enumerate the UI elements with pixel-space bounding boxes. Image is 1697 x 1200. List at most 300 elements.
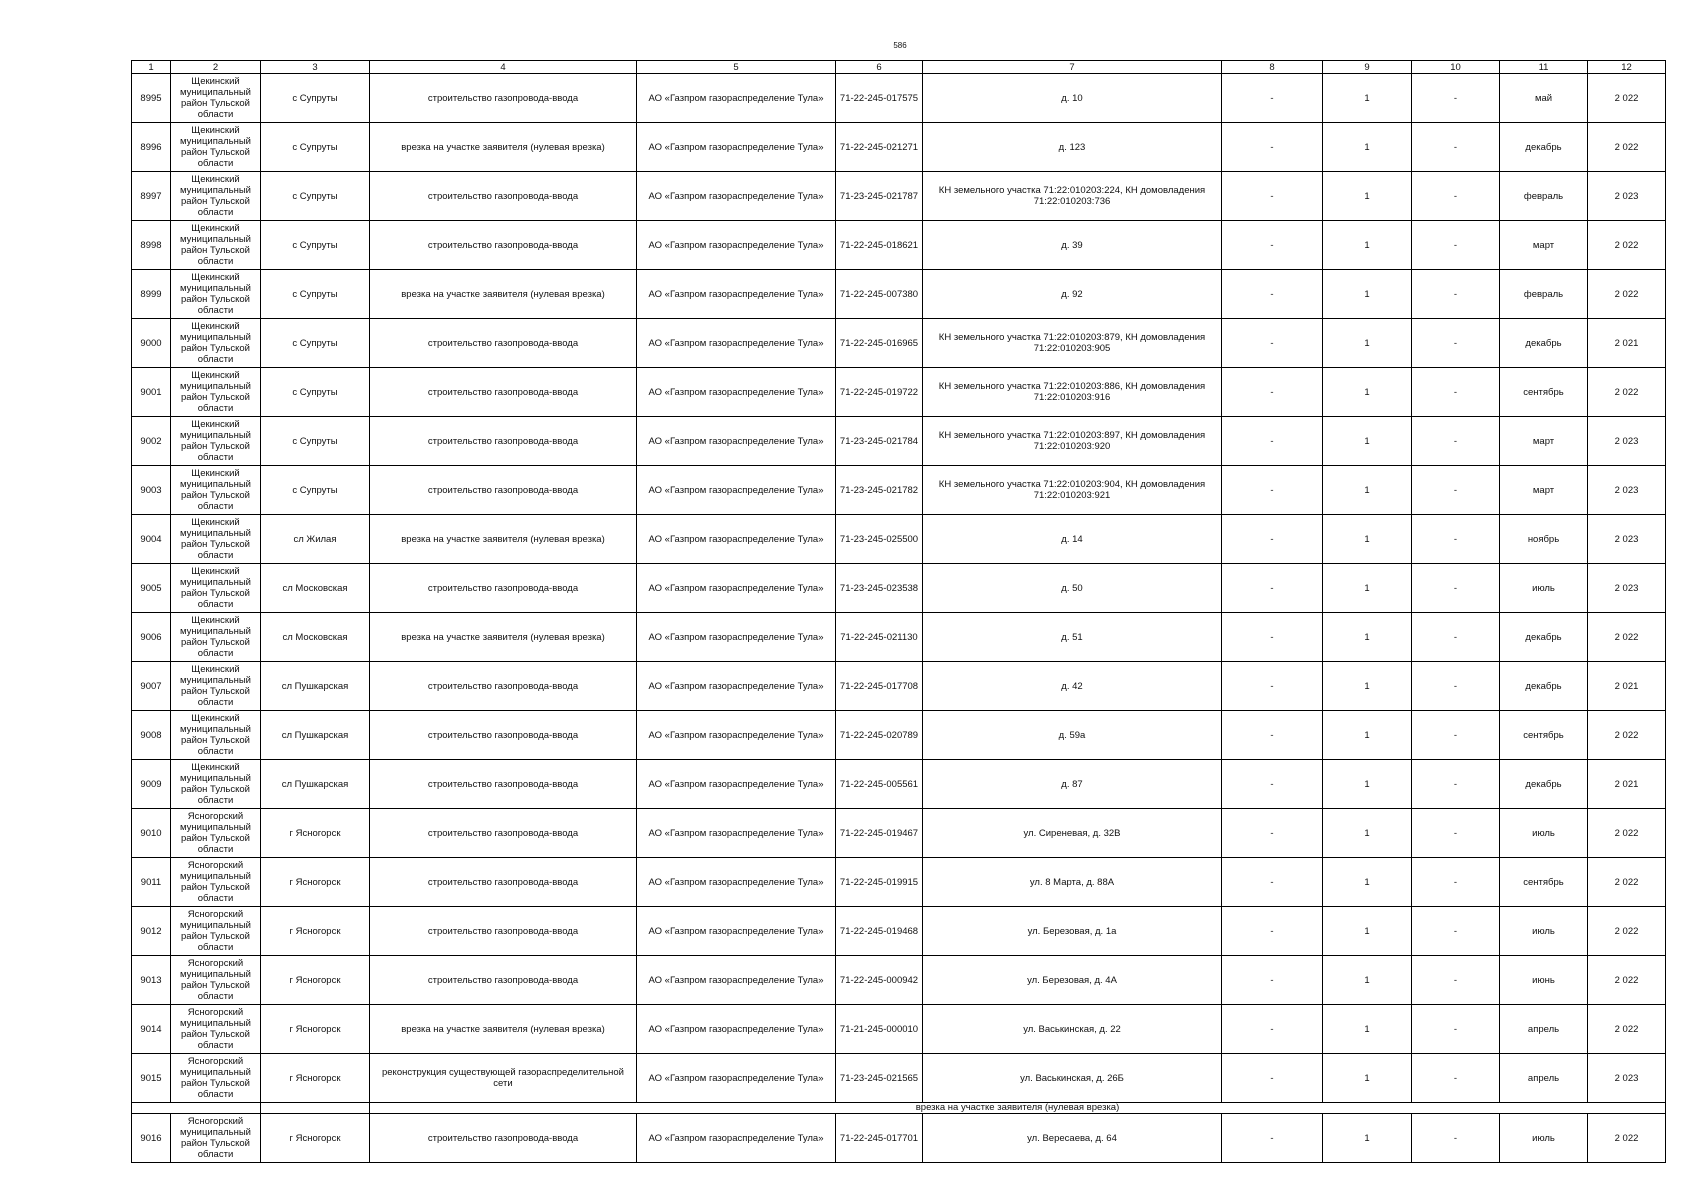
month-cell: март — [1500, 417, 1588, 466]
organization-cell: АО «Газпром газораспределение Тула» — [637, 515, 836, 564]
year-cell: 2 022 — [1588, 1114, 1666, 1163]
month-cell: май — [1500, 74, 1588, 123]
row-number: 9010 — [132, 809, 171, 858]
column-9-cell: 1 — [1323, 858, 1412, 907]
row-number: 8996 — [132, 123, 171, 172]
row-number: 9011 — [132, 858, 171, 907]
settlement-cell: г Ясногорск — [261, 809, 370, 858]
column-10-cell: - — [1412, 564, 1500, 613]
year-cell: 2 022 — [1588, 858, 1666, 907]
work-type-cell: строительство газопровода-ввода — [370, 662, 637, 711]
month-cell: июль — [1500, 907, 1588, 956]
column-number: 8 — [1222, 61, 1323, 74]
column-number: 5 — [637, 61, 836, 74]
column-10-cell: - — [1412, 613, 1500, 662]
column-10-cell: - — [1412, 368, 1500, 417]
address-cell: д. 59а — [923, 711, 1222, 760]
settlement-cell: сл Московская — [261, 564, 370, 613]
column-10-cell: - — [1412, 956, 1500, 1005]
district-cell: Щекинский муниципальный район Тульской области — [171, 613, 261, 662]
address-cell: ул. Вересаева, д. 64 — [923, 1114, 1222, 1163]
address-cell: д. 92 — [923, 270, 1222, 319]
district-cell: Ясногорский муниципальный район Тульской области — [171, 907, 261, 956]
column-10-cell: - — [1412, 172, 1500, 221]
column-9-cell: 1 — [1323, 760, 1412, 809]
column-10-cell: - — [1412, 417, 1500, 466]
column-8-cell: - — [1222, 613, 1323, 662]
table-row — [132, 564, 1666, 613]
table-row — [132, 809, 1666, 858]
district-cell: Щекинский муниципальный район Тульской области — [171, 221, 261, 270]
column-10-cell: - — [1412, 858, 1500, 907]
application-code-cell: 71-22-245-019467 — [836, 809, 923, 858]
year-cell: 2 022 — [1588, 907, 1666, 956]
district-cell: Ясногорский муниципальный район Тульской области — [171, 956, 261, 1005]
settlement-cell: с Супруты — [261, 270, 370, 319]
column-8-cell: - — [1222, 417, 1323, 466]
month-cell: декабрь — [1500, 123, 1588, 172]
district-cell: Щекинский муниципальный район Тульской области — [171, 760, 261, 809]
application-code-cell: 71-23-245-023538 — [836, 564, 923, 613]
column-8-cell: - — [1222, 564, 1323, 613]
address-cell: д. 10 — [923, 74, 1222, 123]
organization-cell: АО «Газпром газораспределение Тула» — [637, 809, 836, 858]
district-cell: Ясногорский муниципальный район Тульской области — [171, 1054, 261, 1103]
page-number: 586 — [893, 41, 907, 50]
settlement-cell: с Супруты — [261, 319, 370, 368]
row-number: 9004 — [132, 515, 171, 564]
row-number: 9008 — [132, 711, 171, 760]
column-10-cell: - — [1412, 319, 1500, 368]
district-cell: Щекинский муниципальный район Тульской области — [171, 711, 261, 760]
work-type-cell: строительство газопровода-ввода — [370, 74, 637, 123]
settlement-cell: с Супруты — [261, 123, 370, 172]
address-cell: ул. Березовая, д. 1а — [923, 907, 1222, 956]
column-9-cell: 1 — [1323, 1114, 1412, 1163]
row-number: 8999 — [132, 270, 171, 319]
month-cell: июль — [1500, 809, 1588, 858]
month-cell: сентябрь — [1500, 711, 1588, 760]
column-10-cell: - — [1412, 907, 1500, 956]
month-cell: март — [1500, 221, 1588, 270]
settlement-cell: с Супруты — [261, 417, 370, 466]
district-cell: Щекинский муниципальный район Тульской области — [171, 417, 261, 466]
column-9-cell: 1 — [1323, 907, 1412, 956]
work-type-cell: врезка на участке заявителя (нулевая врезка) — [370, 123, 637, 172]
district-cell: Щекинский муниципальный район Тульской области — [171, 466, 261, 515]
work-type-cell: строительство газопровода-ввода — [370, 368, 637, 417]
month-cell: апрель — [1500, 1054, 1588, 1103]
month-cell: декабрь — [1500, 613, 1588, 662]
application-code-cell: 71-22-245-018621 — [836, 221, 923, 270]
column-8-cell: - — [1222, 858, 1323, 907]
address-cell: КН земельного участка 71:22:010203:224, КН домовладения 71:22:010203:736 — [923, 172, 1222, 221]
organization-cell: АО «Газпром газораспределение Тула» — [637, 466, 836, 515]
table-row — [132, 760, 1666, 809]
work-type-cell: строительство газопровода-ввода — [370, 172, 637, 221]
address-cell: КН земельного участка 71:22:010203:897, КН домовладения 71:22:010203:920 — [923, 417, 1222, 466]
column-10-cell: - — [1412, 221, 1500, 270]
work-type-cell: строительство газопровода-ввода — [370, 1114, 637, 1163]
column-8-cell: - — [1222, 123, 1323, 172]
row-number: 9001 — [132, 368, 171, 417]
year-cell: 2 022 — [1588, 74, 1666, 123]
work-type-cell: врезка на участке заявителя (нулевая врезка) — [370, 1005, 637, 1054]
organization-cell: АО «Газпром газораспределение Тула» — [637, 123, 836, 172]
column-10-cell: - — [1412, 1054, 1500, 1103]
table-row — [132, 515, 1666, 564]
column-number: 12 — [1588, 61, 1666, 74]
table-row — [132, 368, 1666, 417]
row-number: 8998 — [132, 221, 171, 270]
work-type-cell: строительство газопровода-ввода — [370, 956, 637, 1005]
year-cell: 2 022 — [1588, 809, 1666, 858]
row-number: 9013 — [132, 956, 171, 1005]
organization-cell: АО «Газпром газораспределение Тула» — [637, 711, 836, 760]
application-code-cell: 71-22-245-019468 — [836, 907, 923, 956]
address-cell: КН земельного участка 71:22:010203:879, КН домовладения 71:22:010203:905 — [923, 319, 1222, 368]
column-8-cell: - — [1222, 74, 1323, 123]
settlement-cell: сл Московская — [261, 613, 370, 662]
year-cell: 2 022 — [1588, 270, 1666, 319]
column-10-cell: - — [1412, 1114, 1500, 1163]
column-9-cell: 1 — [1323, 662, 1412, 711]
table-row — [132, 662, 1666, 711]
column-10-cell: - — [1412, 1005, 1500, 1054]
work-type-cell: врезка на участке заявителя (нулевая врезка) — [370, 613, 637, 662]
address-cell: ул. Васькинская, д. 26Б — [923, 1054, 1222, 1103]
column-10-cell: - — [1412, 270, 1500, 319]
column-8-cell: - — [1222, 172, 1323, 221]
application-code-cell: 71-22-245-007380 — [836, 270, 923, 319]
column-10-cell: - — [1412, 662, 1500, 711]
organization-cell: АО «Газпром газораспределение Тула» — [637, 74, 836, 123]
column-number: 2 — [171, 61, 261, 74]
month-cell: март — [1500, 466, 1588, 515]
organization-cell: АО «Газпром газораспределение Тула» — [637, 858, 836, 907]
year-cell: 2 022 — [1588, 711, 1666, 760]
month-cell: сентябрь — [1500, 858, 1588, 907]
organization-cell: АО «Газпром газораспределение Тула» — [637, 662, 836, 711]
row-number: 8995 — [132, 74, 171, 123]
row-number: 9006 — [132, 613, 171, 662]
column-9-cell: 1 — [1323, 809, 1412, 858]
column-10-cell: - — [1412, 123, 1500, 172]
row-number: 9003 — [132, 466, 171, 515]
application-code-cell: 71-22-245-017575 — [836, 74, 923, 123]
address-cell: КН земельного участка 71:22:010203:904, КН домовладения 71:22:010203:921 — [923, 466, 1222, 515]
column-10-cell: - — [1412, 466, 1500, 515]
year-cell: 2 022 — [1588, 368, 1666, 417]
month-cell: июнь — [1500, 956, 1588, 1005]
column-9-cell: 1 — [1323, 613, 1412, 662]
column-9-cell: 1 — [1323, 515, 1412, 564]
address-cell: д. 51 — [923, 613, 1222, 662]
district-cell: Ясногорский муниципальный район Тульской области — [171, 858, 261, 907]
table-row — [132, 319, 1666, 368]
table-row — [132, 221, 1666, 270]
row-number: 9002 — [132, 417, 171, 466]
row-number: 9007 — [132, 662, 171, 711]
table-row — [132, 270, 1666, 319]
column-number: 7 — [923, 61, 1222, 74]
column-8-cell: - — [1222, 907, 1323, 956]
column-8-cell: - — [1222, 221, 1323, 270]
column-9-cell: 1 — [1323, 956, 1412, 1005]
work-type-cell: строительство газопровода-ввода — [370, 319, 637, 368]
column-9-cell: 1 — [1323, 564, 1412, 613]
month-cell: июль — [1500, 1114, 1588, 1163]
month-cell: апрель — [1500, 1005, 1588, 1054]
organization-cell: АО «Газпром газораспределение Тула» — [637, 368, 836, 417]
organization-cell: АО «Газпром газораспределение Тула» — [637, 1054, 836, 1103]
application-code-cell: 71-22-245-021130 — [836, 613, 923, 662]
settlement-cell: г Ясногорск — [261, 956, 370, 1005]
column-9-cell: 1 — [1323, 221, 1412, 270]
row-number: 9012 — [132, 907, 171, 956]
column-8-cell: - — [1222, 662, 1323, 711]
address-cell: д. 14 — [923, 515, 1222, 564]
settlement-cell: г Ясногорск — [261, 1114, 370, 1163]
organization-cell: АО «Газпром газораспределение Тула» — [637, 417, 836, 466]
column-number: 9 — [1323, 61, 1412, 74]
settlement-cell: г Ясногорск — [261, 907, 370, 956]
district-cell: Щекинский муниципальный район Тульской области — [171, 564, 261, 613]
column-8-cell: - — [1222, 368, 1323, 417]
year-cell: 2 022 — [1588, 221, 1666, 270]
settlement-cell: с Супруты — [261, 368, 370, 417]
column-9-cell: 1 — [1323, 711, 1412, 760]
year-cell: 2 021 — [1588, 760, 1666, 809]
application-code-cell: 71-22-245-017708 — [836, 662, 923, 711]
settlement-cell: с Супруты — [261, 466, 370, 515]
district-cell: Щекинский муниципальный район Тульской области — [171, 270, 261, 319]
work-type-cell: строительство газопровода-ввода — [370, 564, 637, 613]
district-cell: Ясногорский муниципальный район Тульской области — [171, 809, 261, 858]
year-cell: 2 023 — [1588, 1054, 1666, 1103]
row-number: 9016 — [132, 1114, 171, 1163]
settlement-cell: сл Пушкарская — [261, 760, 370, 809]
application-code-cell: 71-22-245-016965 — [836, 319, 923, 368]
district-cell: Щекинский муниципальный район Тульской области — [171, 662, 261, 711]
organization-cell: АО «Газпром газораспределение Тула» — [637, 270, 836, 319]
column-number: 1 — [132, 61, 171, 74]
column-8-cell: - — [1222, 760, 1323, 809]
year-cell: 2 022 — [1588, 956, 1666, 1005]
settlement-cell: с Супруты — [261, 172, 370, 221]
address-cell: ул. Березовая, д. 4А — [923, 956, 1222, 1005]
column-9-cell: 1 — [1323, 74, 1412, 123]
organization-cell: АО «Газпром газораспределение Тула» — [637, 564, 836, 613]
settlement-cell: г Ясногорск — [261, 1005, 370, 1054]
row-number: 8997 — [132, 172, 171, 221]
application-code-cell: 71-23-245-025500 — [836, 515, 923, 564]
column-8-cell: - — [1222, 515, 1323, 564]
table-row — [132, 956, 1666, 1005]
table-row — [132, 172, 1666, 221]
organization-cell: АО «Газпром газораспределение Тула» — [637, 760, 836, 809]
registry-table — [131, 60, 1666, 1163]
settlement-cell: г Ясногорск — [261, 1054, 370, 1103]
work-type-cell: строительство газопровода-ввода — [370, 907, 637, 956]
month-cell: декабрь — [1500, 760, 1588, 809]
application-code-cell: 71-22-245-020789 — [836, 711, 923, 760]
table-row — [132, 466, 1666, 515]
column-9-cell: 1 — [1323, 368, 1412, 417]
month-cell: июль — [1500, 564, 1588, 613]
settlement-cell: с Супруты — [261, 221, 370, 270]
address-cell: КН земельного участка 71:22:010203:886, КН домовладения 71:22:010203:916 — [923, 368, 1222, 417]
column-9-cell: 1 — [1323, 417, 1412, 466]
year-cell: 2 021 — [1588, 319, 1666, 368]
district-cell: Ясногорский муниципальный район Тульской области — [171, 1114, 261, 1163]
column-9-cell: 1 — [1323, 1005, 1412, 1054]
organization-cell: АО «Газпром газораспределение Тула» — [637, 221, 836, 270]
work-type-cell: врезка на участке заявителя (нулевая врезка) — [370, 270, 637, 319]
row-number: 9005 — [132, 564, 171, 613]
work-type-cell: строительство газопровода-ввода — [370, 417, 637, 466]
note-text: врезка на участке заявителя (нулевая врезка) — [370, 1103, 1666, 1114]
application-code-cell: 71-22-245-019722 — [836, 368, 923, 417]
table-row — [132, 74, 1666, 123]
work-type-cell: строительство газопровода-ввода — [370, 221, 637, 270]
year-cell: 2 023 — [1588, 564, 1666, 613]
application-code-cell: 71-23-245-021784 — [836, 417, 923, 466]
year-cell: 2 023 — [1588, 417, 1666, 466]
work-type-cell: строительство газопровода-ввода — [370, 466, 637, 515]
year-cell: 2 022 — [1588, 613, 1666, 662]
organization-cell: АО «Газпром газораспределение Тула» — [637, 319, 836, 368]
application-code-cell: 71-22-245-019915 — [836, 858, 923, 907]
address-cell: д. 50 — [923, 564, 1222, 613]
address-cell: д. 87 — [923, 760, 1222, 809]
table-row — [132, 1054, 1666, 1103]
settlement-cell: сл Пушкарская — [261, 662, 370, 711]
work-type-cell: реконструкция существующей газораспределительной сети — [370, 1054, 637, 1103]
column-number: 11 — [1500, 61, 1588, 74]
column-8-cell: - — [1222, 1005, 1323, 1054]
month-cell: февраль — [1500, 270, 1588, 319]
row-number: 9009 — [132, 760, 171, 809]
month-cell: февраль — [1500, 172, 1588, 221]
application-code-cell: 71-22-245-000942 — [836, 956, 923, 1005]
address-cell: ул. Васькинская, д. 22 — [923, 1005, 1222, 1054]
table-row — [132, 123, 1666, 172]
column-9-cell: 1 — [1323, 466, 1412, 515]
table-row — [132, 613, 1666, 662]
settlement-cell: сл Пушкарская — [261, 711, 370, 760]
row-number: 9000 — [132, 319, 171, 368]
column-8-cell: - — [1222, 1054, 1323, 1103]
row-number: 9014 — [132, 1005, 171, 1054]
work-type-cell: строительство газопровода-ввода — [370, 760, 637, 809]
organization-cell: АО «Газпром газораспределение Тула» — [637, 1005, 836, 1054]
column-9-cell: 1 — [1323, 319, 1412, 368]
table-row — [132, 417, 1666, 466]
year-cell: 2 023 — [1588, 466, 1666, 515]
application-code-cell: 71-23-245-021787 — [836, 172, 923, 221]
district-cell: Щекинский муниципальный район Тульской области — [171, 319, 261, 368]
column-9-cell: 1 — [1323, 172, 1412, 221]
column-10-cell: - — [1412, 809, 1500, 858]
month-cell: сентябрь — [1500, 368, 1588, 417]
column-9-cell: 1 — [1323, 1054, 1412, 1103]
district-cell: Щекинский муниципальный район Тульской области — [171, 515, 261, 564]
column-10-cell: - — [1412, 74, 1500, 123]
registry-body — [132, 61, 1666, 1163]
application-code-cell: 71-22-245-021271 — [836, 123, 923, 172]
address-cell: ул. 8 Марта, д. 88А — [923, 858, 1222, 907]
row-number: 9015 — [132, 1054, 171, 1103]
table-row — [132, 1005, 1666, 1054]
year-cell: 2 022 — [1588, 123, 1666, 172]
organization-cell: АО «Газпром газораспределение Тула» — [637, 956, 836, 1005]
work-type-cell: строительство газопровода-ввода — [370, 858, 637, 907]
note-empty-cell — [261, 1103, 370, 1114]
column-8-cell: - — [1222, 270, 1323, 319]
application-code-cell: 71-22-245-017701 — [836, 1114, 923, 1163]
table-row — [132, 1114, 1666, 1163]
column-10-cell: - — [1412, 711, 1500, 760]
column-number: 6 — [836, 61, 923, 74]
column-8-cell: - — [1222, 319, 1323, 368]
column-10-cell: - — [1412, 515, 1500, 564]
application-code-cell: 71-23-245-021782 — [836, 466, 923, 515]
district-cell: Щекинский муниципальный район Тульской области — [171, 368, 261, 417]
column-8-cell: - — [1222, 809, 1323, 858]
address-cell: д. 123 — [923, 123, 1222, 172]
note-empty-cell — [132, 1103, 261, 1114]
district-cell: Щекинский муниципальный район Тульской области — [171, 74, 261, 123]
organization-cell: АО «Газпром газораспределение Тула» — [637, 907, 836, 956]
column-number-row — [132, 61, 1666, 74]
column-10-cell: - — [1412, 760, 1500, 809]
work-type-cell: врезка на участке заявителя (нулевая врезка) — [370, 515, 637, 564]
organization-cell: АО «Газпром газораспределение Тула» — [637, 613, 836, 662]
year-cell: 2 022 — [1588, 1005, 1666, 1054]
table-row — [132, 907, 1666, 956]
table-row — [132, 711, 1666, 760]
column-8-cell: - — [1222, 956, 1323, 1005]
application-code-cell: 71-23-245-021565 — [836, 1054, 923, 1103]
column-number: 4 — [370, 61, 637, 74]
application-code-cell: 71-21-245-000010 — [836, 1005, 923, 1054]
work-type-cell: строительство газопровода-ввода — [370, 809, 637, 858]
year-cell: 2 023 — [1588, 172, 1666, 221]
column-9-cell: 1 — [1323, 270, 1412, 319]
year-cell: 2 023 — [1588, 515, 1666, 564]
settlement-cell: сл Жилая — [261, 515, 370, 564]
district-cell: Щекинский муниципальный район Тульской области — [171, 172, 261, 221]
address-cell: ул. Сиреневая, д. 32В — [923, 809, 1222, 858]
organization-cell: АО «Газпром газораспределение Тула» — [637, 172, 836, 221]
work-type-cell: строительство газопровода-ввода — [370, 711, 637, 760]
district-cell: Щекинский муниципальный район Тульской области — [171, 123, 261, 172]
column-number: 10 — [1412, 61, 1500, 74]
settlement-cell: г Ясногорск — [261, 858, 370, 907]
table-row — [132, 858, 1666, 907]
year-cell: 2 021 — [1588, 662, 1666, 711]
column-8-cell: - — [1222, 1114, 1323, 1163]
column-8-cell: - — [1222, 711, 1323, 760]
column-9-cell: 1 — [1323, 123, 1412, 172]
month-cell: декабрь — [1500, 662, 1588, 711]
settlement-cell: с Супруты — [261, 74, 370, 123]
column-number: 3 — [261, 61, 370, 74]
district-cell: Ясногорский муниципальный район Тульской области — [171, 1005, 261, 1054]
month-cell: декабрь — [1500, 319, 1588, 368]
address-cell: д. 39 — [923, 221, 1222, 270]
